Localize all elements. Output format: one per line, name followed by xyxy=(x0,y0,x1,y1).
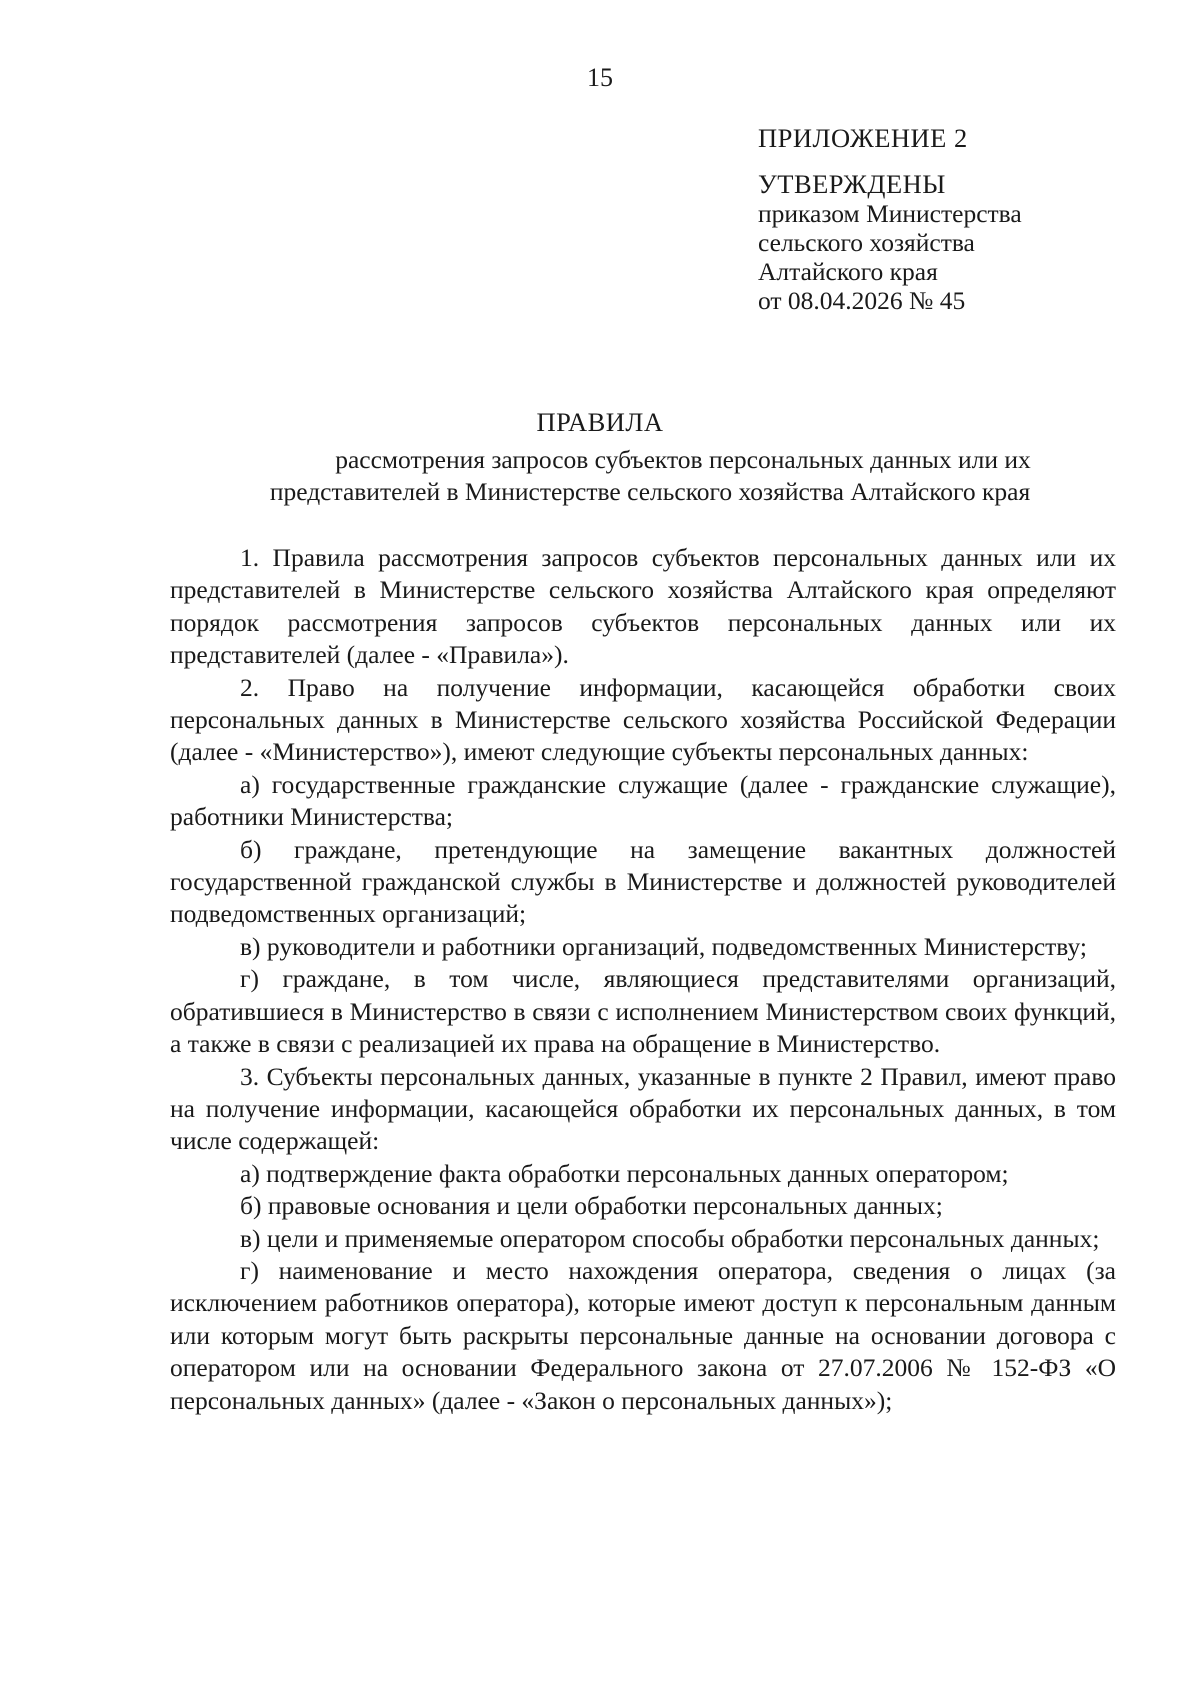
document-body xyxy=(170,542,1116,1417)
page-number: 15 xyxy=(587,63,613,92)
paragraph-3g: г) наименование и место нахождения оператора, сведения о лицах (за исключением работников оператора), которые имеют доступ к персональным данным или которым могут быть раскрыты персональные данные на основании договора с оператором или на основании Федерального закона от 27.07.2006 № 152-ФЗ «О персональных данных» (далее - «Закон о персональных данных»); xyxy=(170,1255,1116,1415)
approval-line: сельского хозяйства xyxy=(758,228,975,257)
paragraph-3: 3. Субъекты персональных данных, указанные в пункте 2 Правил, имеют право на получение информации, касающейся обработки их персональных данных, в том числе содержащей: xyxy=(170,1061,1116,1156)
approval-date-number: от 08.04.2026 № 45 xyxy=(758,286,966,315)
paragraph-3b: б) правовые основания и цели обработки персональных данных; xyxy=(240,1191,943,1221)
subtitle-line: представителей в Министерстве сельского хозяйства Алтайского края xyxy=(269,477,1031,506)
approval-line: Алтайского края xyxy=(758,257,938,286)
document-title: ПРАВИЛА xyxy=(536,407,664,437)
subtitle-line: рассмотрения запросов субъектов персональных данных или их xyxy=(335,445,1031,474)
document-subtitle xyxy=(200,444,1100,508)
paragraph-2a: а) государственные гражданские служащие (далее - гражданские служащие), работники Министерства; xyxy=(170,769,1116,832)
paragraph-3v: в) цели и применяемые оператором способы обработки персональных данных; xyxy=(240,1223,1100,1253)
paragraph-3a: а) подтверждение факта обработки персональных данных оператором; xyxy=(240,1158,1009,1188)
paragraph-2v: в) руководители и работники организаций, подведомственных Министерству; xyxy=(240,931,1087,961)
paragraph-2g: г) граждане, в том числе, являющиеся представителями организаций, обратившиеся в Министерство в связи с исполнением Министерством своих функций, а также в связи с реализацией их права на обращение в Министерство. xyxy=(170,964,1116,1059)
paragraph-2b: б) граждане, претендующие на замещение вакантных должностей государственной гражданской службы в Министерстве и должностей руководителей подведомственных организаций; xyxy=(170,834,1116,929)
approved-label: УТВЕРЖДЕНЫ xyxy=(758,169,946,199)
annex-label: ПРИЛОЖЕНИЕ 2 xyxy=(758,123,968,153)
paragraph-2: 2. Право на получение информации, касающейся обработки своих персональных данных в Министерстве сельского хозяйства Российской Федерации (далее - «Министерство»), имеют следующие субъекты персональных данных: xyxy=(170,672,1116,767)
paragraph-1: 1. Правила рассмотрения запросов субъектов персональных данных или их представителей в Министерстве сельского хозяйства Алтайского края определяют порядок рассмотрения запросов субъектов персональных данных или их представителей (далее - «Правила»). xyxy=(170,543,1116,670)
approval-line: приказом Министерства xyxy=(758,199,1022,228)
approval-stamp xyxy=(758,124,1022,315)
